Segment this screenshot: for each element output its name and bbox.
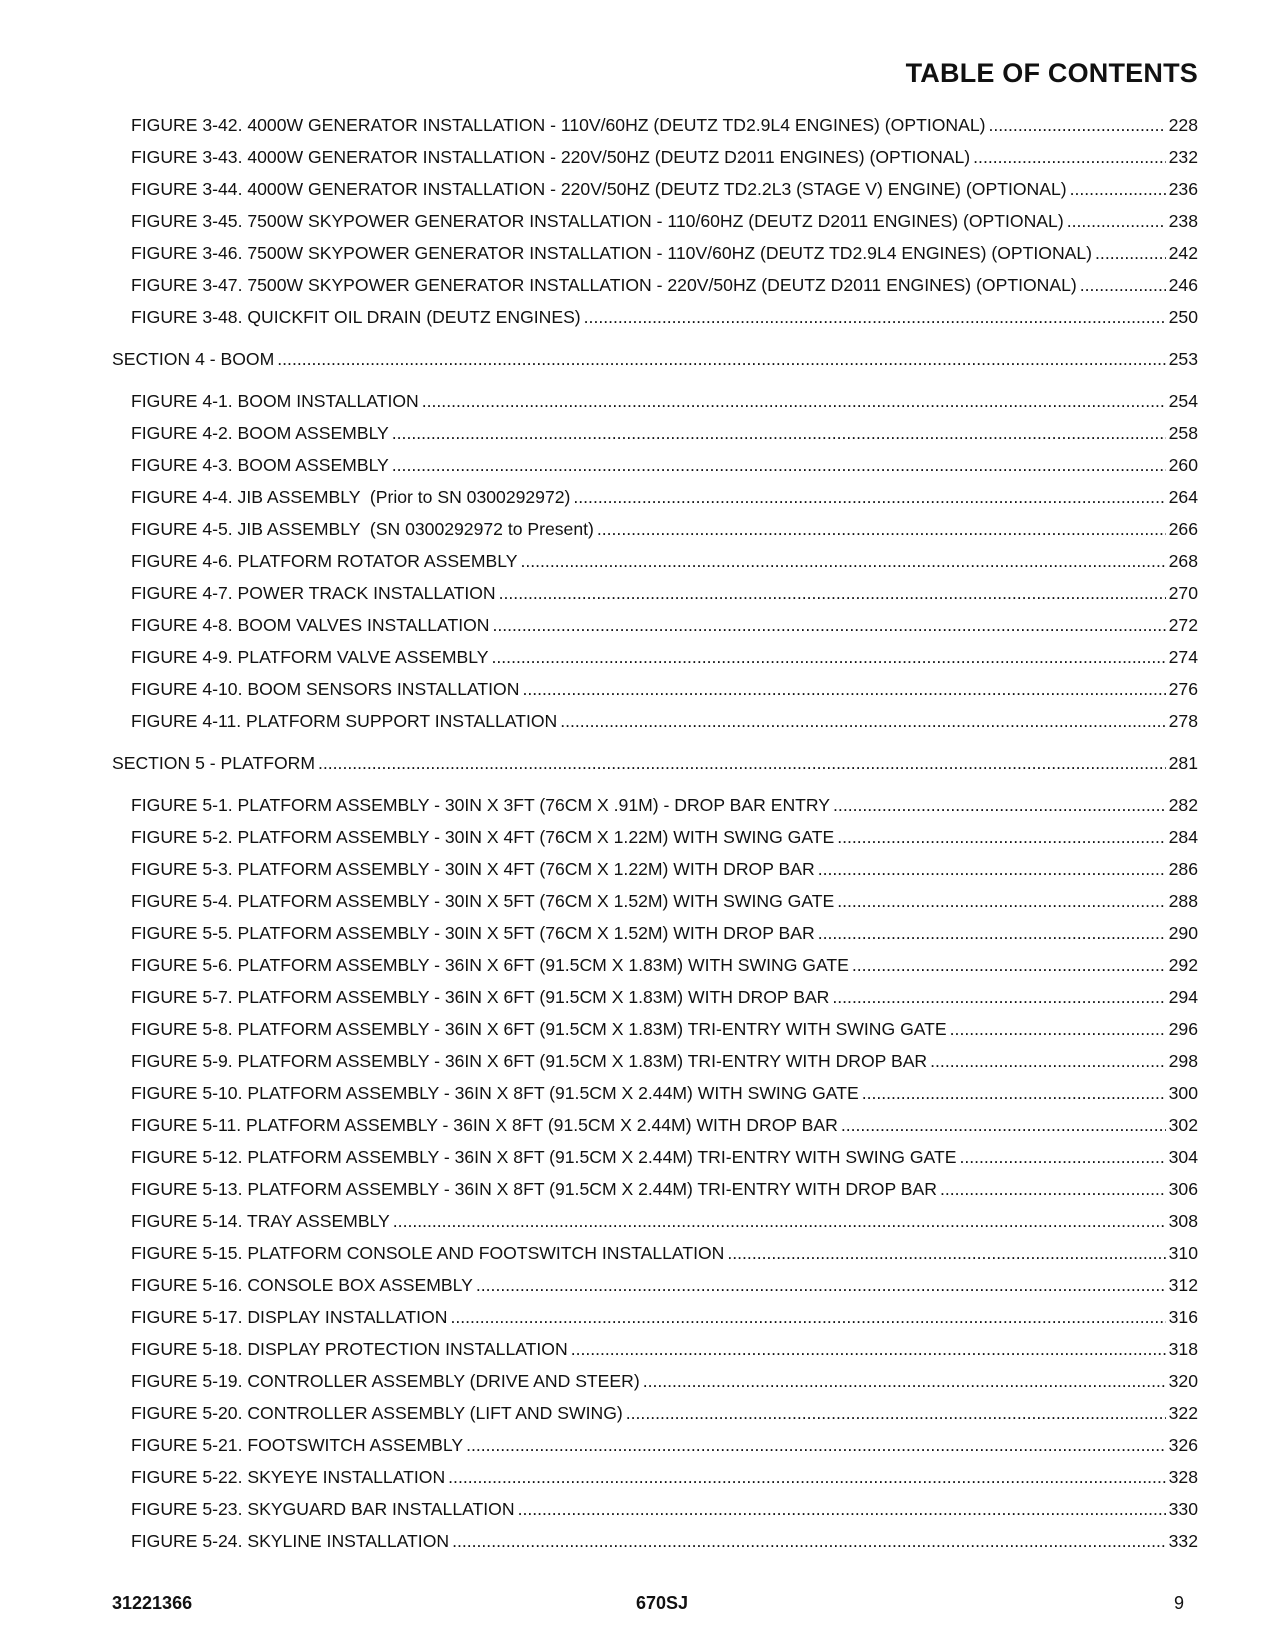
toc-entry-page: 232 <box>1168 147 1198 167</box>
toc-dot-leader <box>841 1109 1166 1141</box>
toc-entry-label: FIGURE 5-23. SKYGUARD BAR INSTALLATION <box>131 1499 515 1519</box>
toc-dot-leader <box>392 417 1166 449</box>
toc-entry-page: 326 <box>1168 1435 1198 1455</box>
toc-dot-leader <box>597 513 1166 545</box>
toc-dot-leader <box>862 1077 1166 1109</box>
toc-entry-label: FIGURE 4-3. BOOM ASSEMBLY <box>131 455 389 475</box>
toc-dot-leader <box>318 747 1166 779</box>
toc-figure-entry[interactable] <box>112 789 1198 821</box>
toc-entry-label: FIGURE 5-10. PLATFORM ASSEMBLY - 36IN X 8FT (91.5CM X 2.44M) WITH SWING GATE <box>131 1083 859 1103</box>
toc-entry-label: FIGURE 5-20. CONTROLLER ASSEMBLY (LIFT AND SWING) <box>131 1403 623 1423</box>
toc-entry-label: FIGURE 4-5. JIB ASSEMBLY (SN 0300292972 to Present) <box>131 519 594 539</box>
toc-entry-page: 268 <box>1168 551 1198 571</box>
toc-entry-page: 294 <box>1168 987 1198 1007</box>
toc-entry-label: FIGURE 5-13. PLATFORM ASSEMBLY - 36IN X 8FT (91.5CM X 2.44M) TRI-ENTRY WITH DROP BAR <box>131 1179 937 1199</box>
toc-figure-entry[interactable] <box>112 641 1198 673</box>
toc-figure-entry[interactable] <box>112 449 1198 481</box>
table-of-contents <box>112 109 1198 1557</box>
toc-entry-label: FIGURE 5-4. PLATFORM ASSEMBLY - 30IN X 5FT (76CM X 1.52M) WITH SWING GATE <box>131 891 835 911</box>
toc-dot-leader <box>573 481 1165 513</box>
toc-figure-entry[interactable] <box>112 577 1198 609</box>
toc-dot-leader <box>450 1301 1165 1333</box>
toc-entry-page: 260 <box>1168 455 1198 475</box>
toc-entry-page: 318 <box>1168 1339 1198 1359</box>
toc-entry-label: FIGURE 5-11. PLATFORM ASSEMBLY - 36IN X 8FT (91.5CM X 2.44M) WITH DROP BAR <box>131 1115 838 1135</box>
toc-section-entry[interactable] <box>112 343 1198 375</box>
toc-entry-label: FIGURE 5-17. DISPLAY INSTALLATION <box>131 1307 448 1327</box>
toc-entry-label: FIGURE 4-6. PLATFORM ROTATOR ASSEMBLY <box>131 551 518 571</box>
page-footer <box>112 1593 1198 1619</box>
toc-entry-page: 274 <box>1168 647 1198 667</box>
toc-entry-label: FIGURE 3-44. 4000W GENERATOR INSTALLATION - 220V/50HZ (DEUTZ TD2.2L3 (STAGE V) ENGINE) (OPTIONAL) <box>131 179 1067 199</box>
toc-entry-page: 308 <box>1168 1211 1198 1231</box>
toc-figure-entry[interactable] <box>112 301 1198 333</box>
toc-dot-leader <box>818 853 1166 885</box>
toc-entry-page: 228 <box>1168 115 1198 135</box>
toc-dot-leader <box>837 821 1165 853</box>
toc-figure-entry[interactable] <box>112 1397 1198 1429</box>
toc-entry-label: FIGURE 5-1. PLATFORM ASSEMBLY - 30IN X 3FT (76CM X .91M) - DROP BAR ENTRY <box>131 795 831 815</box>
toc-entry-page: 322 <box>1168 1403 1198 1423</box>
toc-entry-page: 310 <box>1168 1243 1198 1263</box>
toc-figure-entry[interactable] <box>112 705 1198 737</box>
toc-figure-entry[interactable] <box>112 237 1198 269</box>
toc-figure-entry[interactable] <box>112 1205 1198 1237</box>
toc-dot-leader <box>950 1013 1166 1045</box>
toc-figure-entry[interactable] <box>112 981 1198 1013</box>
toc-entry-label: FIGURE 5-22. SKYEYE INSTALLATION <box>131 1467 446 1487</box>
toc-figure-entry[interactable] <box>112 821 1198 853</box>
toc-entry-page: 270 <box>1168 583 1198 603</box>
toc-figure-entry[interactable] <box>112 205 1198 237</box>
toc-figure-entry[interactable] <box>112 1333 1198 1365</box>
footer-doc-number: 31221366 <box>112 1593 193 1613</box>
toc-entry-label: FIGURE 3-42. 4000W GENERATOR INSTALLATION - 110V/60HZ (DEUTZ TD2.9L4 ENGINES) (OPTIONAL) <box>131 115 986 135</box>
toc-dot-leader <box>1080 269 1166 301</box>
toc-entry-label: FIGURE 4-9. PLATFORM VALVE ASSEMBLY <box>131 647 489 667</box>
toc-entry-page: 288 <box>1168 891 1198 911</box>
toc-entry-label: FIGURE 3-45. 7500W SKYPOWER GENERATOR INSTALLATION - 110/60HZ (DEUTZ D2011 ENGINES) (OPTIONAL) <box>131 211 1064 231</box>
toc-dot-leader <box>852 949 1166 981</box>
toc-entry-label: FIGURE 5-16. CONSOLE BOX ASSEMBLY <box>131 1275 473 1295</box>
toc-entry-page: 320 <box>1168 1371 1198 1391</box>
toc-dot-leader <box>448 1461 1165 1493</box>
toc-figure-entry[interactable] <box>112 885 1198 917</box>
toc-entry-page: 238 <box>1168 211 1198 231</box>
toc-figure-entry[interactable] <box>112 141 1198 173</box>
toc-dot-leader <box>560 705 1165 737</box>
toc-dot-leader <box>626 1397 1166 1429</box>
toc-entry-page: 266 <box>1168 519 1198 539</box>
toc-figure-entry[interactable] <box>112 1045 1198 1077</box>
toc-figure-entry[interactable] <box>112 1429 1198 1461</box>
toc-entry-page: 302 <box>1168 1115 1198 1135</box>
toc-figure-entry[interactable] <box>112 1141 1198 1173</box>
toc-entry-label: FIGURE 4-2. BOOM ASSEMBLY <box>131 423 389 443</box>
toc-entry-page: 250 <box>1168 307 1198 327</box>
toc-dot-leader <box>643 1365 1166 1397</box>
toc-figure-entry[interactable] <box>112 1365 1198 1397</box>
toc-entry-label: FIGURE 5-18. DISPLAY PROTECTION INSTALLATION <box>131 1339 568 1359</box>
toc-dot-leader <box>476 1269 1166 1301</box>
toc-dot-leader <box>520 545 1165 577</box>
toc-entry-label: SECTION 4 - BOOM <box>112 349 275 369</box>
toc-entry-label: FIGURE 4-4. JIB ASSEMBLY (Prior to SN 0300292972) <box>131 487 571 507</box>
toc-dot-leader <box>499 577 1166 609</box>
toc-figure-entry[interactable] <box>112 481 1198 513</box>
toc-dot-leader <box>571 1333 1166 1365</box>
footer-model: 670SJ <box>636 1593 689 1613</box>
toc-entry-label: FIGURE 5-12. PLATFORM ASSEMBLY - 36IN X 8FT (91.5CM X 2.44M) TRI-ENTRY WITH SWING GATE <box>131 1147 957 1167</box>
toc-entry-label: FIGURE 5-2. PLATFORM ASSEMBLY - 30IN X 4FT (76CM X 1.22M) WITH SWING GATE <box>131 827 835 847</box>
toc-dot-leader <box>1070 173 1166 205</box>
toc-dot-leader <box>492 641 1166 673</box>
toc-dot-leader <box>518 1493 1166 1525</box>
toc-entry-label: FIGURE 5-7. PLATFORM ASSEMBLY - 36IN X 6FT (91.5CM X 1.83M) WITH DROP BAR <box>131 987 830 1007</box>
toc-entry-label: FIGURE 3-48. QUICKFIT OIL DRAIN (DEUTZ ENGINES) <box>131 307 581 327</box>
toc-entry-page: 258 <box>1168 423 1198 443</box>
toc-entry-label: FIGURE 5-14. TRAY ASSEMBLY <box>131 1211 390 1231</box>
toc-dot-leader <box>940 1173 1166 1205</box>
toc-entry-label: FIGURE 5-5. PLATFORM ASSEMBLY - 30IN X 5FT (76CM X 1.52M) WITH DROP BAR <box>131 923 815 943</box>
footer-page-number: 9 <box>1173 1593 1184 1613</box>
toc-dot-leader <box>422 385 1166 417</box>
toc-figure-entry[interactable] <box>112 1077 1198 1109</box>
toc-entry-label: FIGURE 4-10. BOOM SENSORS INSTALLATION <box>131 679 520 699</box>
toc-figure-entry[interactable] <box>112 545 1198 577</box>
toc-figure-entry[interactable] <box>112 1525 1198 1557</box>
toc-entry-page: 330 <box>1168 1499 1198 1519</box>
toc-entry-label: FIGURE 4-11. PLATFORM SUPPORT INSTALLATION <box>131 711 558 731</box>
toc-entry-page: 264 <box>1168 487 1198 507</box>
toc-entry-page: 312 <box>1168 1275 1198 1295</box>
page-title: TABLE OF CONTENTS <box>905 58 1198 88</box>
toc-entry-page: 246 <box>1168 275 1198 295</box>
toc-dot-leader <box>988 109 1165 141</box>
toc-entry-label: FIGURE 5-3. PLATFORM ASSEMBLY - 30IN X 4FT (76CM X 1.22M) WITH DROP BAR <box>131 859 815 879</box>
toc-figure-entry[interactable] <box>112 173 1198 205</box>
toc-figure-entry[interactable] <box>112 609 1198 641</box>
toc-figure-entry[interactable] <box>112 269 1198 301</box>
toc-figure-entry[interactable] <box>112 385 1198 417</box>
toc-entry-page: 236 <box>1168 179 1198 199</box>
toc-figure-entry[interactable] <box>112 1269 1198 1301</box>
toc-entry-page: 296 <box>1168 1019 1198 1039</box>
toc-entry-page: 281 <box>1168 753 1198 773</box>
toc-dot-leader <box>833 789 1166 821</box>
toc-section-entry[interactable] <box>112 747 1198 779</box>
toc-entry-page: 316 <box>1168 1307 1198 1327</box>
toc-dot-leader <box>522 673 1165 705</box>
toc-figure-entry[interactable] <box>112 853 1198 885</box>
toc-entry-label: FIGURE 5-24. SKYLINE INSTALLATION <box>131 1531 450 1551</box>
toc-figure-entry[interactable] <box>112 513 1198 545</box>
toc-figure-entry[interactable] <box>112 1301 1198 1333</box>
toc-dot-leader <box>392 449 1166 481</box>
toc-figure-entry[interactable] <box>112 1173 1198 1205</box>
toc-dot-leader <box>466 1429 1166 1461</box>
toc-entry-label: FIGURE 5-6. PLATFORM ASSEMBLY - 36IN X 6FT (91.5CM X 1.83M) WITH SWING GATE <box>131 955 849 975</box>
toc-figure-entry[interactable] <box>112 673 1198 705</box>
toc-entry-label: FIGURE 5-15. PLATFORM CONSOLE AND FOOTSWITCH INSTALLATION <box>131 1243 725 1263</box>
toc-dot-leader <box>727 1237 1165 1269</box>
toc-entry-label: SECTION 5 - PLATFORM <box>112 753 315 773</box>
toc-entry-page: 304 <box>1168 1147 1198 1167</box>
toc-entry-page: 298 <box>1168 1051 1198 1071</box>
toc-figure-entry[interactable] <box>112 1013 1198 1045</box>
toc-entry-label: FIGURE 3-47. 7500W SKYPOWER GENERATOR INSTALLATION - 220V/50HZ (DEUTZ D2011 ENGINES) (OPTIONAL) <box>131 275 1077 295</box>
toc-entry-page: 300 <box>1168 1083 1198 1103</box>
toc-dot-leader <box>973 141 1165 173</box>
toc-figure-entry[interactable] <box>112 1237 1198 1269</box>
toc-entry-label: FIGURE 4-8. BOOM VALVES INSTALLATION <box>131 615 490 635</box>
toc-dot-leader <box>393 1205 1166 1237</box>
toc-dot-leader <box>277 343 1165 375</box>
toc-figure-entry[interactable] <box>112 1109 1198 1141</box>
toc-dot-leader <box>930 1045 1165 1077</box>
toc-entry-page: 282 <box>1168 795 1198 815</box>
toc-entry-page: 242 <box>1168 243 1198 263</box>
toc-entry-page: 253 <box>1168 349 1198 369</box>
toc-entry-page: 254 <box>1168 391 1198 411</box>
toc-entry-page: 306 <box>1168 1179 1198 1199</box>
toc-figure-entry[interactable] <box>112 917 1198 949</box>
toc-entry-label: FIGURE 4-7. POWER TRACK INSTALLATION <box>131 583 496 603</box>
toc-entry-page: 286 <box>1168 859 1198 879</box>
toc-dot-leader <box>959 1141 1165 1173</box>
toc-figure-entry[interactable] <box>112 1493 1198 1525</box>
toc-entry-page: 276 <box>1168 679 1198 699</box>
toc-entry-label: FIGURE 3-46. 7500W SKYPOWER GENERATOR INSTALLATION - 110V/60HZ (DEUTZ TD2.9L4 ENGINES) (OPTIONAL) <box>131 243 1093 263</box>
toc-figure-entry[interactable] <box>112 417 1198 449</box>
toc-entry-label: FIGURE 5-21. FOOTSWITCH ASSEMBLY <box>131 1435 464 1455</box>
toc-entry-label: FIGURE 5-19. CONTROLLER ASSEMBLY (DRIVE AND STEER) <box>131 1371 640 1391</box>
toc-entry-page: 290 <box>1168 923 1198 943</box>
toc-figure-entry[interactable] <box>112 1461 1198 1493</box>
toc-entry-page: 284 <box>1168 827 1198 847</box>
toc-entry-label: FIGURE 3-43. 4000W GENERATOR INSTALLATION - 220V/50HZ (DEUTZ D2011 ENGINES) (OPTIONAL) <box>131 147 971 167</box>
toc-dot-leader <box>1067 205 1166 237</box>
toc-entry-page: 332 <box>1168 1531 1198 1551</box>
toc-dot-leader <box>1095 237 1166 269</box>
toc-entry-label: FIGURE 5-8. PLATFORM ASSEMBLY - 36IN X 6FT (91.5CM X 1.83M) TRI-ENTRY WITH SWING GATE <box>131 1019 947 1039</box>
toc-entry-label: FIGURE 4-1. BOOM INSTALLATION <box>131 391 419 411</box>
toc-dot-leader <box>584 301 1166 333</box>
toc-entry-page: 328 <box>1168 1467 1198 1487</box>
toc-entry-page: 278 <box>1168 711 1198 731</box>
toc-figure-entry[interactable] <box>112 949 1198 981</box>
toc-dot-leader <box>818 917 1166 949</box>
toc-dot-leader <box>452 1525 1166 1557</box>
toc-figure-entry[interactable] <box>112 109 1198 141</box>
toc-dot-leader <box>837 885 1165 917</box>
toc-dot-leader <box>492 609 1165 641</box>
toc-entry-page: 272 <box>1168 615 1198 635</box>
toc-entry-page: 292 <box>1168 955 1198 975</box>
toc-dot-leader <box>832 981 1165 1013</box>
toc-entry-label: FIGURE 5-9. PLATFORM ASSEMBLY - 36IN X 6FT (91.5CM X 1.83M) TRI-ENTRY WITH DROP BAR <box>131 1051 928 1071</box>
